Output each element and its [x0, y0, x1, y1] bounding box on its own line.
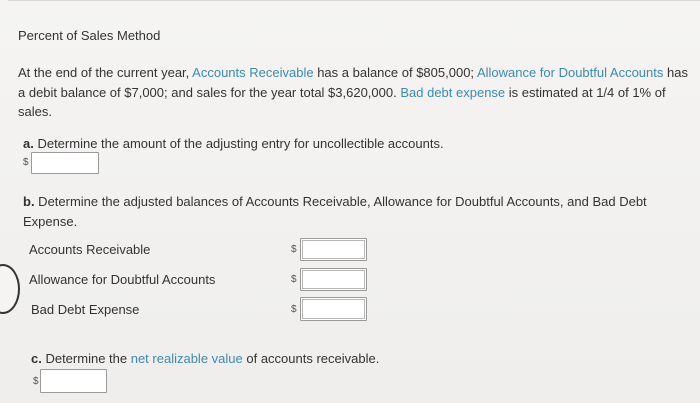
question-c-text: of accounts receivable. [242, 351, 380, 366]
problem-statement [18, 63, 690, 122]
bad-debt-expense-label: Bad Debt Expense [31, 302, 140, 317]
term-accounts-receivable[interactable]: Accounts Receivable [192, 65, 314, 80]
currency-symbol: $ [291, 304, 297, 315]
currency-symbol: $ [23, 157, 29, 168]
question-c-letter: c. [31, 351, 42, 366]
statement-text: has a debit balance of $7,000; and sales for the year total $3,620,000. [18, 65, 688, 100]
currency-symbol: $ [291, 244, 297, 255]
side-tab-handle[interactable] [0, 264, 20, 314]
allowance-doubtful-accounts-label: Allowance for Doubtful Accounts [29, 272, 216, 287]
bad-debt-expense-input[interactable] [300, 297, 367, 321]
net-realizable-value-input[interactable] [40, 369, 107, 393]
question-c-text: Determine the [41, 351, 131, 366]
question-a-letter: a. [23, 136, 34, 151]
accounts-receivable-label: Accounts Receivable [29, 242, 151, 257]
currency-symbol: $ [33, 376, 39, 387]
question-a [23, 136, 444, 151]
question-c [31, 351, 379, 366]
currency-symbol: $ [291, 274, 297, 285]
statement-text: At the end of the current year, [18, 65, 193, 80]
accounts-receivable-input[interactable] [300, 238, 367, 261]
question-b-text: Determine the adjusted balances of Accounts Receivable, Allowance for Doubtful Accounts, and Bad Debt Expense. [23, 194, 647, 229]
question-b [23, 192, 663, 232]
term-bad-debt-expense[interactable]: Bad debt expense [400, 84, 506, 100]
divider [8, 0, 700, 1]
adjusting-entry-input[interactable] [31, 152, 99, 174]
question-a-text: Determine the amount of the adjusting entry for uncollectible accounts. [33, 136, 444, 151]
statement-text: has a balance of $805,000; [313, 65, 477, 80]
allowance-doubtful-accounts-input[interactable] [300, 268, 367, 291]
page-title: Percent of Sales Method [18, 28, 161, 43]
term-allowance-doubtful-accounts[interactable]: Allowance for Doubtful Accounts [476, 65, 664, 80]
term-net-realizable-value[interactable]: net realizable value [130, 351, 243, 366]
question-b-letter: b. [23, 194, 35, 209]
statement-text: is estimated at 1/4 of 1% of sales. [18, 84, 666, 119]
